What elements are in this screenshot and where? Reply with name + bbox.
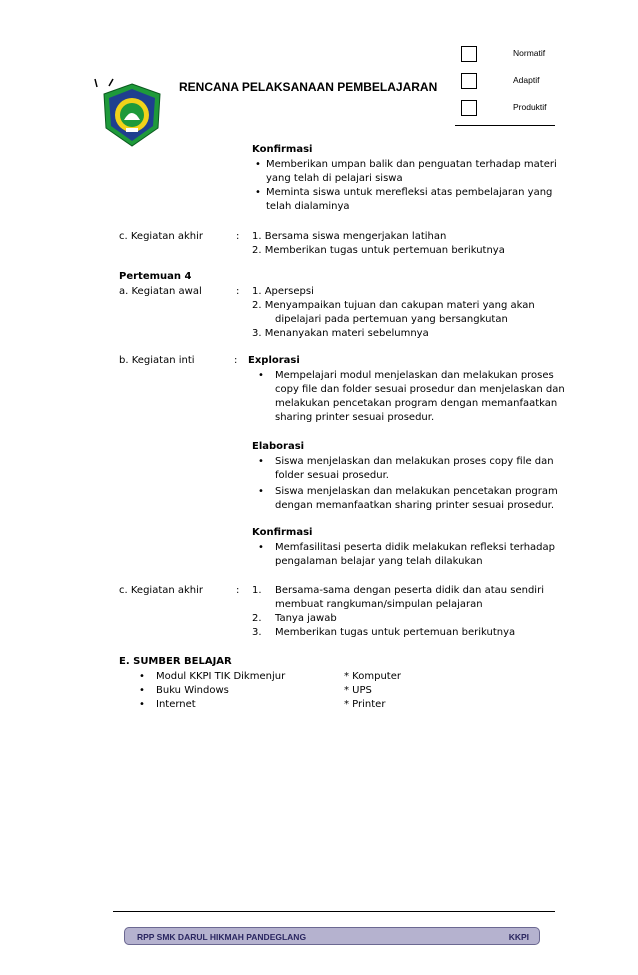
sumber-item: Modul KKPI TIK Dikmenjur [156,671,286,682]
sumber-heading: E. SUMBER BELAJAR [119,656,232,667]
konfirmasi-heading: Konfirmasi [252,144,313,155]
checkbox-produktif[interactable] [461,100,477,116]
list-item: 1. Bersama siswa mengerjakan latihan [252,231,447,242]
footer-school: RPP SMK DARUL HIKMAH PANDEGLANG [137,932,307,942]
bullet: • [139,685,145,696]
elaborasi-text: dengan memanfaatkan sharing printer sesuai prosedur. [275,500,555,511]
bullet: • [139,699,145,710]
elaborasi-text: Siswa menjelaskan dan melakukan proses copy file dan [275,456,554,467]
list-number: 3. [252,627,262,638]
checkbox-label-normatif: Normatif [513,48,546,58]
kegiatan-akhir-label: c. Kegiatan akhir [119,231,204,242]
bullet: • [258,486,264,497]
konfirmasi-item-2-cont: telah dialaminya [266,201,350,212]
konfirmasi-item-1: Memberikan umpan balik dan penguatan terhadap materi [266,159,557,170]
bullet: • [258,542,264,553]
checkbox-label-adaptif: Adaptif [513,75,540,85]
kegiatan-akhir-label: c. Kegiatan akhir [119,585,204,596]
explorasi-text: melakukan pencetakan program dengan memanfaatkan [275,398,558,409]
school-logo [100,82,164,148]
elaborasi-text: Siswa menjelaskan dan melakukan pencetakan program [275,486,558,497]
explorasi-heading: Explorasi [248,355,300,366]
list-item-cont: membuat rangkuman/simpulan pelajaran [275,599,483,610]
bullet: • [258,370,264,381]
list-item: Tanya jawab [275,613,337,624]
list-item: 2. Menyampaikan tujuan dan cakupan materi yang akan [252,300,535,311]
bullet: • [258,456,264,467]
sumber-item: Buku Windows [156,685,229,696]
explorasi-text: copy file dan folder sesuai prosedur dan menjelaskan dan [275,384,565,395]
list-number: 2. [252,613,262,624]
school-logo-icon [100,82,164,148]
konfirmasi-text: pengalaman belajar yang telah dilakukan [275,556,483,567]
sumber-item: * Komputer [344,671,401,682]
footer-rule [113,911,555,912]
footer-subject: KKPI [508,932,529,942]
page-title: RENCANA PELAKSANAAN PEMBELAJARAN [179,80,438,94]
colon: : [236,231,240,242]
kegiatan-awal-label: a. Kegiatan awal [119,286,202,297]
bullet: • [139,671,145,682]
list-item: Bersama-sama dengan peserta didik dan atau sendiri [275,585,544,596]
konfirmasi-heading: Konfirmasi [252,527,313,538]
checkbox-adaptif[interactable] [461,73,477,89]
footer-bar [124,927,540,945]
elaborasi-heading: Elaborasi [252,441,305,452]
list-item: 3. Menanyakan materi sebelumnya [252,328,429,339]
sumber-item: * Printer [344,699,386,710]
checkbox-label-produktif: Produktif [513,102,547,112]
header-divider [455,125,555,126]
konfirmasi-item-1-cont: yang telah di pelajari siswa [266,173,403,184]
list-item-cont: dipelajari pada pertemuan yang bersangkutan [275,314,508,325]
colon: : [236,585,240,596]
list-item: Memberikan tugas untuk pertemuan berikutnya [275,627,516,638]
sumber-item: Internet [156,699,196,710]
elaborasi-text: folder sesuai prosedur. [275,470,389,481]
bullet: • [255,187,261,198]
list-item: 2. Memberikan tugas untuk pertemuan berikutnya [252,245,505,256]
konfirmasi-text: Memfasilitasi peserta didik melakukan refleksi terhadap [275,542,555,553]
explorasi-text: sharing printer sesuai prosedur. [275,412,435,423]
checkbox-normatif[interactable] [461,46,477,62]
colon: : [234,355,238,366]
pertemuan-heading: Pertemuan 4 [119,271,192,282]
bullet: • [255,159,261,170]
list-number: 1. [252,585,262,596]
kegiatan-inti-label: b. Kegiatan inti [119,355,195,366]
explorasi-text: Mempelajari modul menjelaskan dan melakukan proses [275,370,554,381]
colon: : [236,286,240,297]
konfirmasi-item-2: Meminta siswa untuk merefleksi atas pembelajaran yang [266,187,553,198]
sumber-item: * UPS [344,685,372,696]
list-item: 1. Apersepsi [252,286,314,297]
